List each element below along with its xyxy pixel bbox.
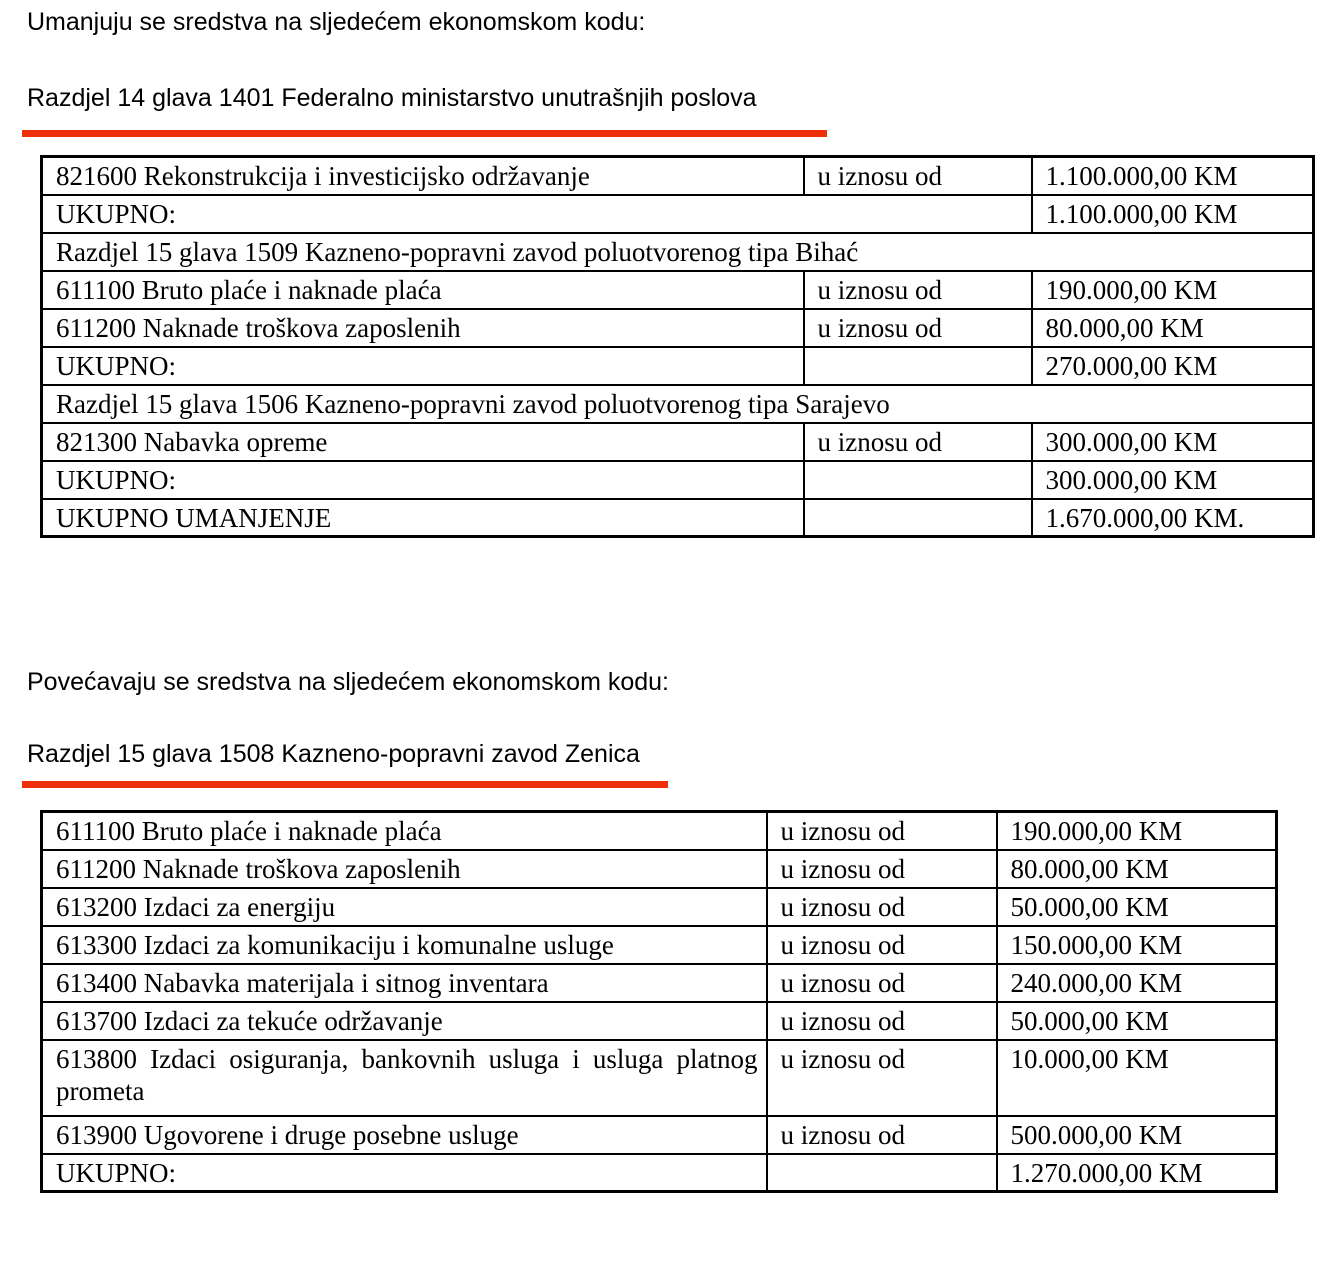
amount-cell: 190.000,00 KM [1032,271,1314,309]
empty-cell [804,461,1032,499]
amount-cell: 80.000,00 KM [1032,309,1314,347]
table-row [42,195,1314,233]
item-cell: 613900 Ugovorene i druge posebne usluge [42,1116,767,1154]
table-row [42,964,1277,1002]
table-row [42,385,1314,423]
red-underline [22,130,827,137]
table-row [42,1154,1277,1192]
table-row [42,309,1314,347]
item-cell: 613700 Izdaci za tekuće održavanje [42,1002,767,1040]
item-cell: 611100 Bruto plaće i naknade plaća [42,812,767,850]
item-cell: 821600 Rekonstrukcija i investicijsko održavanje [42,157,804,195]
amount-cell: 1.100.000,00 KM [1032,157,1314,195]
total-label-cell: UKUPNO: [42,461,804,499]
amount-cell: 300.000,00 KM [1032,461,1314,499]
empty-cell [804,499,1032,537]
phrase-cell: u iznosu od [804,309,1032,347]
amount-cell: 10.000,00 KM [997,1040,1277,1116]
amount-cell: 1.100.000,00 KM [1032,195,1314,233]
total-label-cell: UKUPNO: [42,1154,767,1192]
amount-cell: 190.000,00 KM [997,812,1277,850]
table-row [42,461,1314,499]
amount-cell: 1.670.000,00 KM. [1032,499,1314,537]
total-label-cell: UKUPNO UMANJENJE [42,499,804,537]
empty-cell [804,347,1032,385]
table-row [42,271,1314,309]
item-cell: 613800 Izdaci osiguranja, bankovnih usluga i usluga platnog prometa [42,1040,767,1116]
amount-cell: 500.000,00 KM [997,1116,1277,1154]
item-cell: 613400 Nabavka materijala i sitnog inventara [42,964,767,1002]
table-row [42,926,1277,964]
item-cell: 611100 Bruto plaće i naknade plaća [42,271,804,309]
phrase-cell: u iznosu od [767,1116,997,1154]
table-row [42,1002,1277,1040]
amount-cell: 240.000,00 KM [997,964,1277,1002]
phrase-cell: u iznosu od [804,271,1032,309]
phrase-cell: u iznosu od [767,964,997,1002]
decrease-intro-text: Umanjuju se sredstva na sljedećem ekonomskom kodu: [27,8,646,36]
amount-cell: 1.270.000,00 KM [997,1154,1277,1192]
section-row-cell: Razdjel 15 glava 1506 Kazneno-popravni zavod poluotvorenog tipa Sarajevo [42,385,1314,423]
phrase-cell: u iznosu od [767,812,997,850]
phrase-cell: u iznosu od [804,157,1032,195]
phrase-cell: u iznosu od [767,1040,997,1116]
amount-cell: 50.000,00 KM [997,1002,1277,1040]
amount-cell: 80.000,00 KM [997,850,1277,888]
table-row [42,233,1314,271]
item-cell: 613300 Izdaci za komunikaciju i komunalne usluge [42,926,767,964]
increase-table [40,810,1278,1193]
item-cell: 611200 Naknade troškova zaposlenih [42,850,767,888]
table-row [42,499,1314,537]
total-label-cell: UKUPNO: [42,347,804,385]
table-row [42,1040,1277,1116]
red-underline [22,781,668,788]
amount-cell: 150.000,00 KM [997,926,1277,964]
table-row [42,347,1314,385]
phrase-cell: u iznosu od [804,423,1032,461]
item-cell: 611200 Naknade troškova zaposlenih [42,309,804,347]
phrase-cell: u iznosu od [767,926,997,964]
item-cell: 821300 Nabavka opreme [42,423,804,461]
section-row-cell: Razdjel 15 glava 1509 Kazneno-popravni zavod poluotvorenog tipa Bihać [42,233,1314,271]
amount-cell: 270.000,00 KM [1032,347,1314,385]
empty-cell [767,1154,997,1192]
increase-intro-text: Povećavaju se sredstva na sljedećem ekonomskom kodu: [27,668,669,696]
increase-heading: Razdjel 15 glava 1508 Kazneno-popravni zavod Zenica [27,740,640,768]
decrease-heading: Razdjel 14 glava 1401 Federalno ministarstvo unutrašnjih poslova [27,84,757,112]
table-row [42,423,1314,461]
table-row [42,850,1277,888]
item-cell: 613200 Izdaci za energiju [42,888,767,926]
amount-cell: 300.000,00 KM [1032,423,1314,461]
table-row [42,157,1314,195]
table-row [42,812,1277,850]
phrase-cell: u iznosu od [767,850,997,888]
table-row [42,1116,1277,1154]
phrase-cell: u iznosu od [767,1002,997,1040]
table-row [42,888,1277,926]
amount-cell: 50.000,00 KM [997,888,1277,926]
total-label-cell: UKUPNO: [42,195,1032,233]
phrase-cell: u iznosu od [767,888,997,926]
decrease-table [40,155,1315,538]
